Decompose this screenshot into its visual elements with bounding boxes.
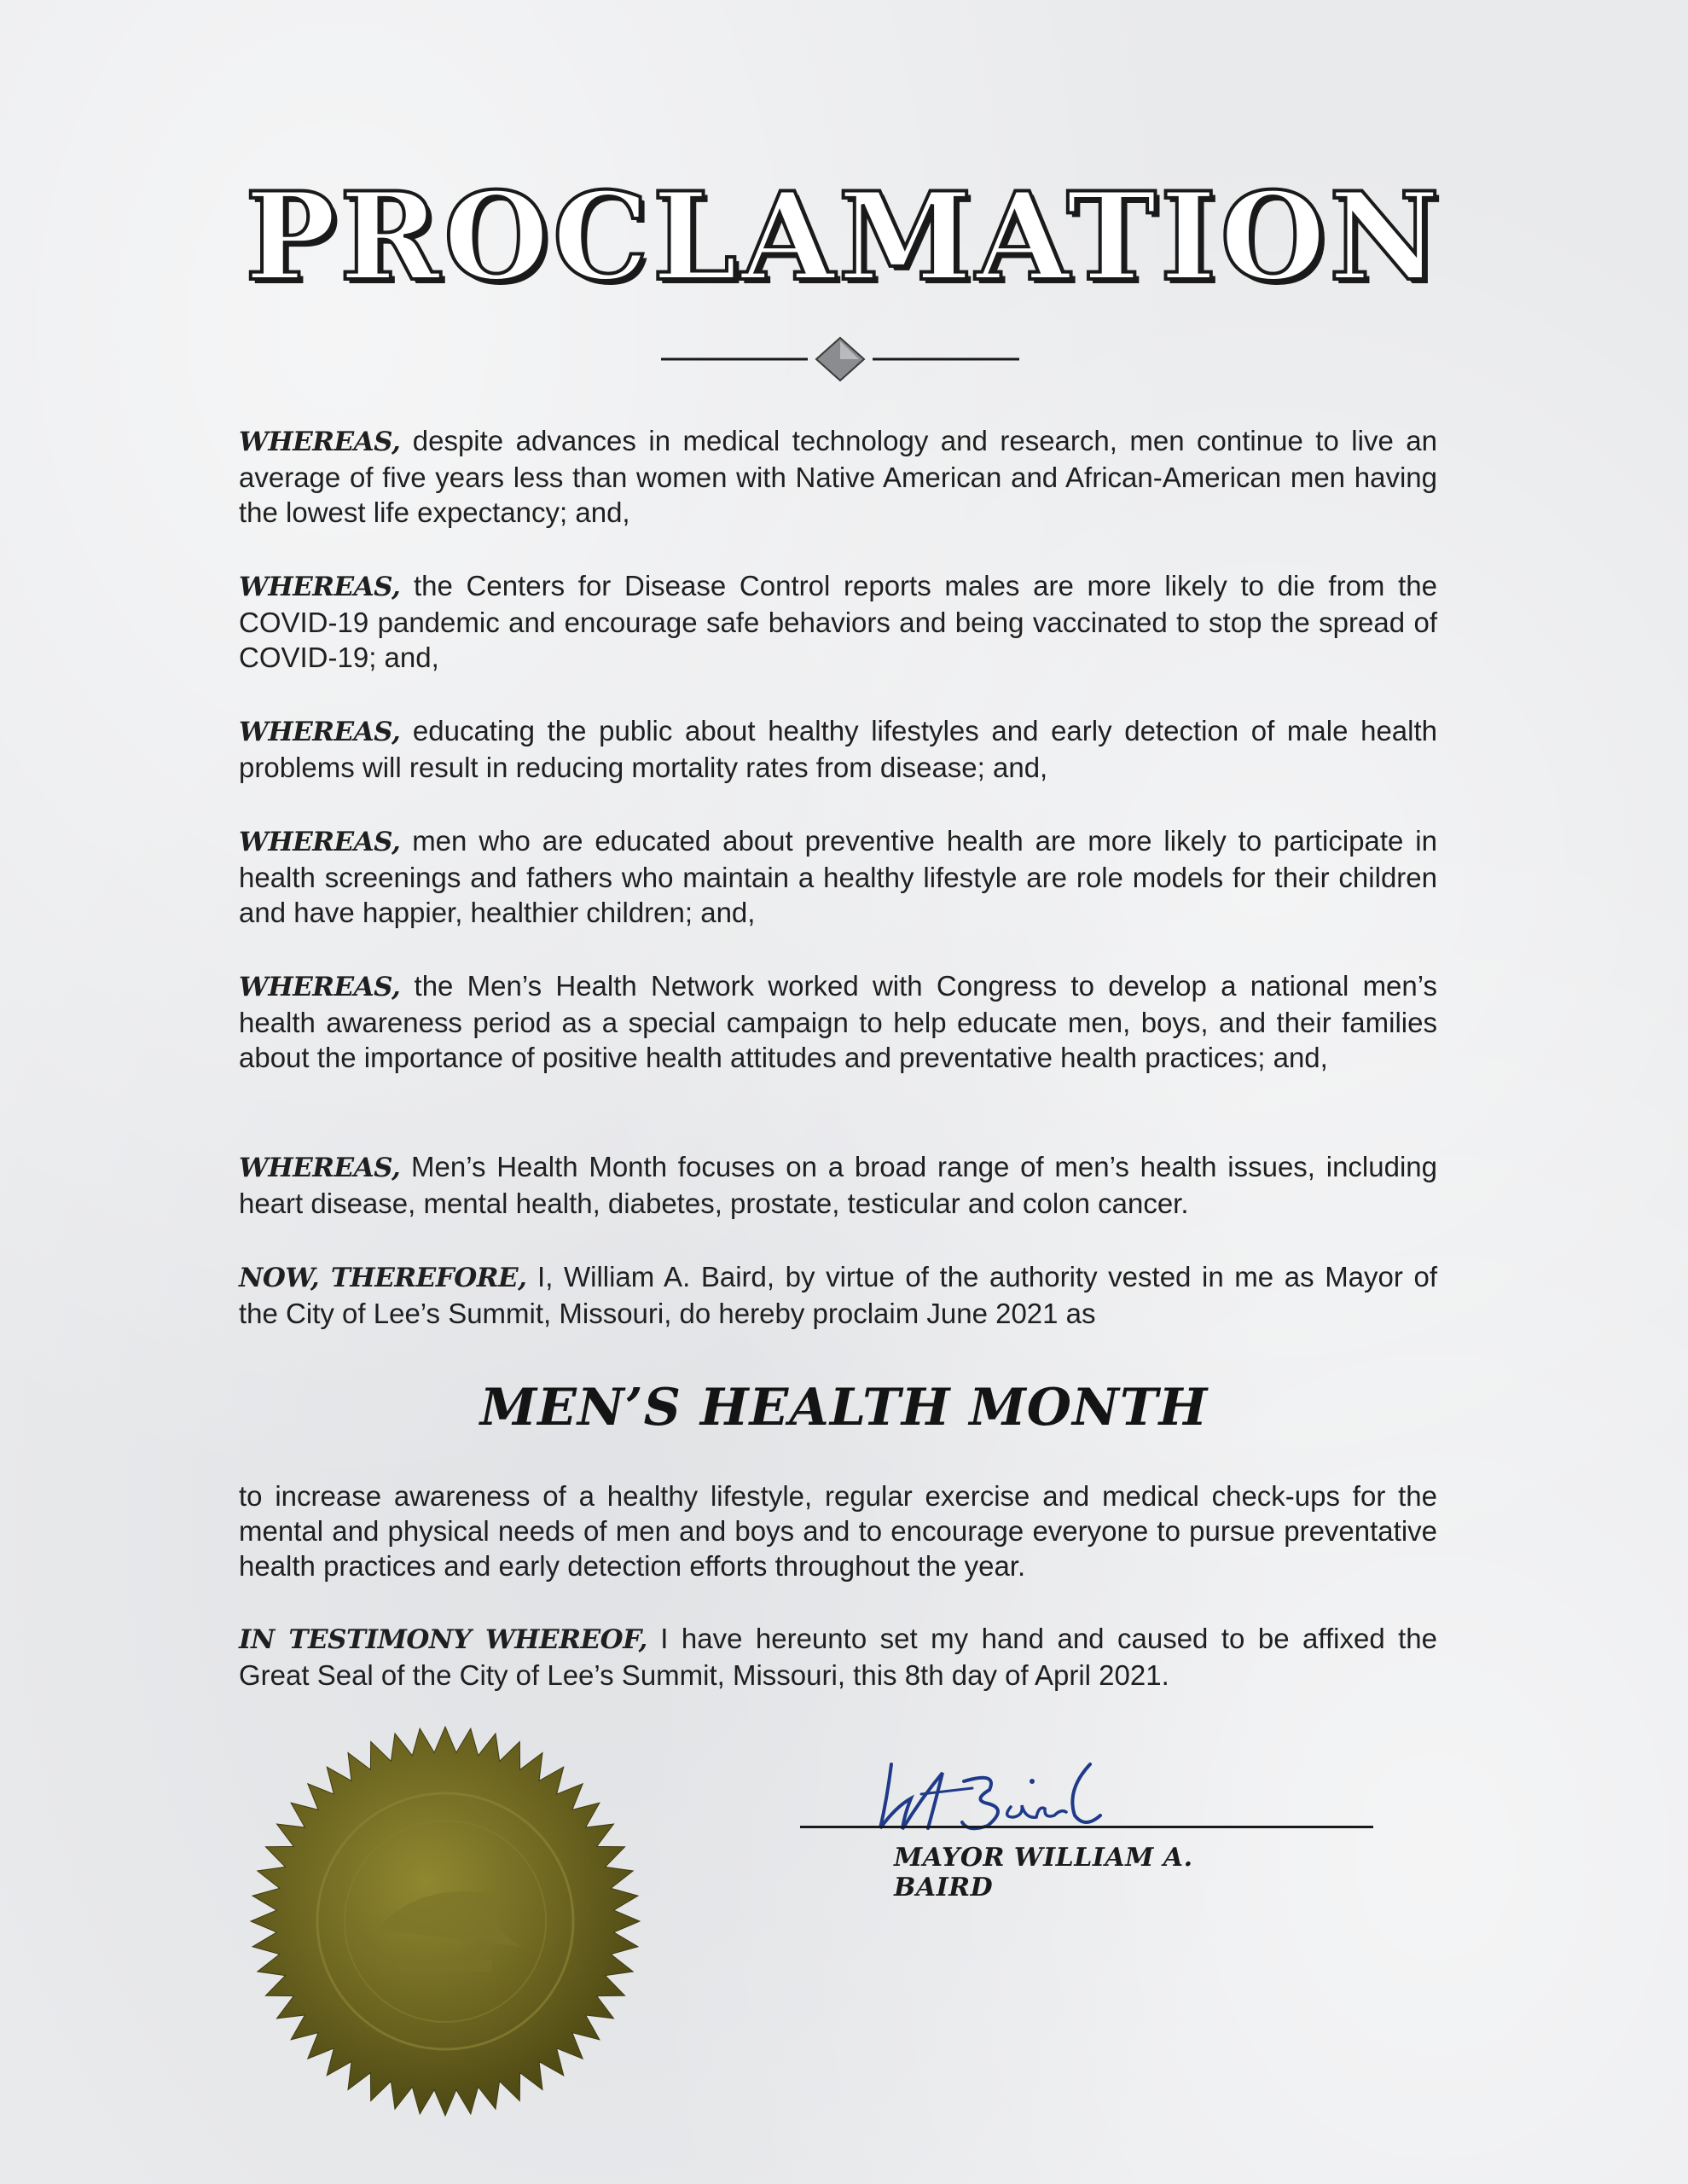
paragraph-lead: WHEREAS, [239,827,401,857]
closing-paragraph: to increase awareness of a healthy lifestyle, regular exercise and medical check-ups for the mental and physical needs of men and boys and to encourage everyone to pursue preventative health practices and early detection efforts throughout the year. [239,1480,1437,1582]
page-title: PROCLAMATION [245,166,1443,308]
whereas-paragraph [239,823,1437,930]
paragraph-lead: WHEREAS, [239,717,401,747]
whereas-paragraph [239,713,1437,785]
paragraph-text: I have hereunto set my hand and caused to be affixed the Great Seal of the City of Lee’s Summit, Missouri, this 8th day of April 2021. [239,1623,1438,1691]
paragraph-text: educating the public about healthy lifestyles and early detection of male health problems will result in reducing mortality rates from disease; and, [239,715,1437,783]
gold-seal-icon [249,1725,641,2117]
paragraph-text: Men’s Health Month focuses on a broad range of men’s health issues, including heart disease, mental health, diabetes, prostate, testicular and colon cancer. [239,1151,1437,1219]
diamond-divider-icon [661,333,1019,384]
whereas-paragraph [239,423,1437,530]
signatory-name: MAYOR WILLIAM A. BAIRD [894,1843,1193,1902]
paragraph-lead: WHEREAS, [239,1153,401,1183]
paragraph-lead: WHEREAS, [239,427,401,457]
paragraph-lead: WHEREAS, [239,572,401,602]
paragraph-text: men who are educated about preventive health are more likely to participate in health screenings and fathers who maintain a healthy lifestyle are role models for their children and have happier, healthier children; and, [239,825,1437,928]
signature-line [800,1826,1373,1828]
paragraph-text: the Men’s Health Network worked with Congress to develop a national men’s health awareness period as a special campaign to help educate men, boys, and their families about the importance of positive health attitudes and preventative health practices; and, [239,970,1437,1073]
whereas-paragraph [239,568,1437,675]
therefore-paragraph [239,1259,1437,1331]
whereas-paragraph [239,968,1437,1075]
proclaimed-month-title: MEN’S HEALTH MONTH [479,1378,1209,1438]
paragraph-lead: IN TESTIMONY WHEREOF, [239,1624,647,1655]
paragraph-text: the Centers for Disease Control reports males are more likely to die from the COVID-19 pandemic and encourage safe behaviors and being vaccinated to stop the spread of COVID-19; and, [239,570,1437,673]
testimony-paragraph [239,1621,1437,1693]
paragraph-text: despite advances in medical technology and research, men continue to live an average of five years less than women with Native American and African-American men having the lowest life expectancy; and, [239,425,1437,528]
paragraph-lead: WHEREAS, [239,972,401,1002]
whereas-paragraph [239,1149,1437,1221]
paragraph-text: I, William A. Baird, by virtue of the authority vested in me as Mayor of the City of Lee’s Summit, Missouri, do hereby proclaim June 2021 as [239,1261,1437,1329]
paragraph-lead: NOW, THEREFORE, [239,1263,527,1293]
